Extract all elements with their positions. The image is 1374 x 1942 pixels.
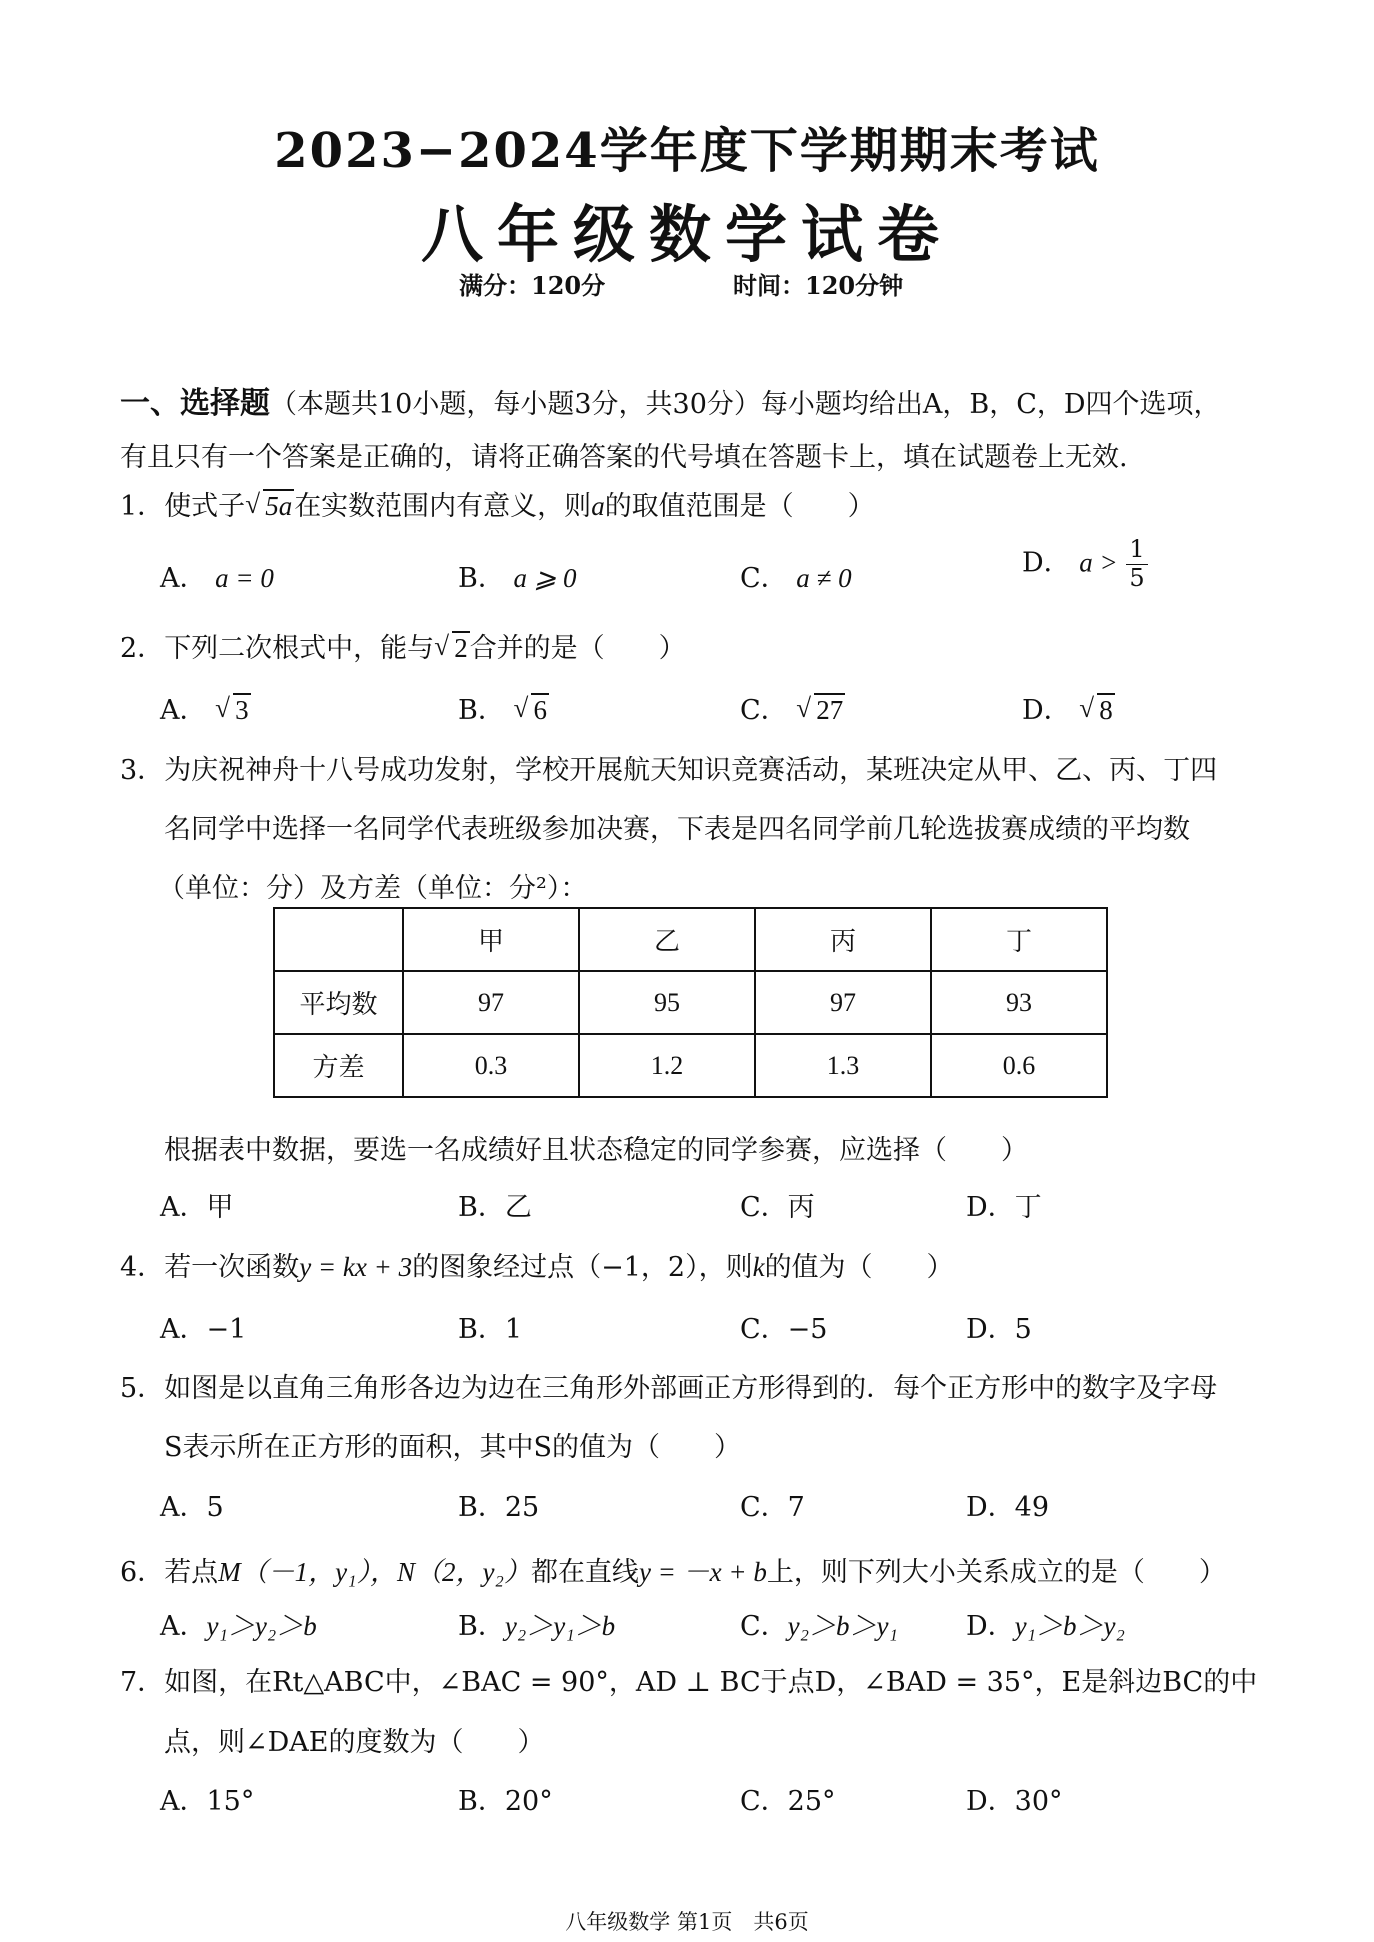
question-5 — [120, 1366, 1217, 1405]
q6-option-d — [966, 1604, 1125, 1643]
radical-2 — [434, 633, 470, 664]
option-text: y₂＞b＞y₁ — [787, 1611, 898, 1641]
q2-option-d — [1022, 688, 1115, 727]
option-label: B． — [458, 695, 505, 726]
q1-var: a — [591, 491, 605, 521]
question-1 — [120, 484, 875, 523]
fraction-one-fifth — [1126, 536, 1147, 592]
radical — [1079, 695, 1115, 726]
table-cell: 1.3 — [755, 1034, 931, 1097]
q5-option-b: B．25 — [458, 1492, 540, 1523]
section-title: 一、选择题 — [120, 386, 270, 421]
option-text: a > — [1079, 547, 1118, 578]
option-text: a = 0 — [215, 563, 274, 593]
row-label: 平均数 — [274, 971, 403, 1034]
q6-text-pre: 若点 — [164, 1557, 219, 1588]
option-text: y₂＞y₁＞b — [504, 1611, 616, 1641]
q5-line1: 如图是以直角三角形各边为边在三角形外部画正方形得到的．每个正方形中的数字及字母 — [164, 1373, 1218, 1404]
q1-text-post: 在实数范围内有意义，则 — [294, 491, 592, 522]
exam-title-line2: 八年级数学试卷 — [420, 198, 953, 271]
q4-text-mid: 的图象经过点（−1，2），则 — [412, 1252, 753, 1283]
q5-option-d: D．49 — [966, 1492, 1050, 1523]
question-6 — [120, 1550, 1226, 1589]
option-text: a ≠ 0 — [796, 563, 852, 593]
option-label: D． — [1022, 695, 1071, 726]
option-label: D． — [966, 1611, 1015, 1642]
q4-option-d: D．5 — [966, 1314, 1032, 1345]
radicand: 27 — [816, 695, 844, 725]
q7-option-d: D．30° — [966, 1786, 1063, 1817]
q6-option-c — [740, 1604, 898, 1643]
radicand: 8 — [1099, 695, 1113, 725]
radical — [215, 695, 251, 726]
q6-text-mid: 都在直线 — [530, 1557, 639, 1588]
question-number: 5． — [120, 1373, 165, 1404]
question-7 — [120, 1660, 1257, 1699]
q1-option-d — [1022, 536, 1148, 592]
q4-text-pre: 若一次函数 — [164, 1252, 300, 1283]
q7-option-b: B．20° — [458, 1786, 553, 1817]
question-number: 2． — [120, 633, 165, 664]
q1-text-pre: 使式子 — [164, 491, 246, 522]
question-4 — [120, 1245, 954, 1284]
q2-option-a — [160, 688, 251, 727]
q6-option-a — [160, 1604, 317, 1643]
option-text: y₁＞y₂＞b — [206, 1611, 317, 1641]
q1-option-b — [458, 556, 577, 595]
q5-option-c: C．7 — [740, 1492, 805, 1523]
question-number: 1． — [120, 491, 165, 522]
q6-option-b — [458, 1604, 615, 1643]
q1-option-a — [160, 556, 274, 595]
radicand: 5a — [265, 491, 293, 521]
q7-option-c: C．25° — [740, 1786, 836, 1817]
q3-line3: （单位：分）及方差（单位：分²）： — [158, 873, 588, 904]
q6-text-post: 上，则下列大小关系成立的是（ ） — [766, 1557, 1226, 1588]
q3-option-a: A．甲 — [160, 1192, 234, 1223]
question-number: 7． — [120, 1667, 165, 1698]
q2-option-c — [740, 688, 845, 727]
option-label: A． — [160, 695, 207, 726]
option-label: C． — [740, 563, 788, 594]
q2-option-b — [458, 688, 549, 727]
q4-text-post: 的值为（ ） — [764, 1252, 954, 1283]
table-header-row — [274, 908, 1107, 971]
fraction-denominator: 5 — [1129, 563, 1145, 592]
table-cell — [274, 908, 403, 971]
question-number: 6． — [120, 1557, 165, 1588]
option-text: y₁＞b＞y₂ — [1014, 1611, 1125, 1641]
q4-equation: y = kx + 3 — [299, 1252, 413, 1282]
q3-line2: 名同学中选择一名同学代表班级参加决赛，下表是四名同学前几轮选拔赛成绩的平均数 — [164, 814, 1190, 845]
q1-option-c — [740, 556, 852, 595]
q6-equation: y = －x + b — [638, 1557, 767, 1587]
q4-option-b: B．1 — [458, 1314, 523, 1345]
q6-points: M（－1，y₁），N（2，y₂） — [218, 1557, 531, 1587]
q4-var: k — [752, 1252, 765, 1282]
option-label: C． — [740, 1611, 788, 1642]
option-label: B． — [458, 563, 505, 594]
option-label: B． — [458, 1611, 505, 1642]
question-number: 4． — [120, 1252, 165, 1283]
q2-text-pre: 下列二次根式中，能与 — [164, 633, 435, 664]
exam-time: 时间：120分钟 — [733, 271, 904, 300]
exam-title-line1: 2023−2024学年度下学期期末考试 — [274, 123, 1100, 179]
option-label: A． — [160, 563, 207, 594]
section-note-line2: 有且只有一个答案是正确的，请将正确答案的代号填在答题卡上，填在试题卷上无效. — [120, 442, 1128, 473]
fraction-numerator: 1 — [1126, 536, 1147, 565]
table-header-cell: 乙 — [579, 908, 755, 971]
table-header-cell: 丙 — [755, 908, 931, 971]
question-3 — [120, 748, 1217, 787]
q3-option-d: D．丁 — [966, 1192, 1042, 1223]
q3-option-c: C．丙 — [740, 1192, 815, 1223]
table-row — [274, 1034, 1107, 1097]
q1-text-end: 的取值范围是（ ） — [604, 491, 875, 522]
table-header-cell: 丁 — [931, 908, 1107, 971]
q3-line1: 为庆祝神舟十八号成功发射，学校开展航天知识竞赛活动，某班决定从甲、乙、丙、丁四 — [164, 755, 1218, 786]
score-table — [273, 907, 1108, 1098]
table-header-cell: 甲 — [403, 908, 579, 971]
q3-option-b: B．乙 — [458, 1192, 532, 1223]
table-cell: 0.3 — [403, 1034, 579, 1097]
option-text: a ⩾ 0 — [513, 563, 577, 593]
radical — [513, 695, 549, 726]
option-label: A． — [160, 1611, 207, 1642]
q7-line2: 点，则∠DAE的度数为（ ） — [164, 1727, 545, 1758]
q5-line2: S表示所在正方形的面积，其中S的值为（ ） — [164, 1432, 741, 1463]
option-label: C． — [740, 695, 788, 726]
table-row — [274, 971, 1107, 1034]
full-score: 满分：120分 — [459, 271, 606, 300]
q4-option-a: A．−1 — [160, 1314, 247, 1345]
row-label: 方差 — [274, 1034, 403, 1097]
question-2 — [120, 626, 686, 665]
page-footer: 八年级数学 第1页 共6页 — [565, 1910, 809, 1934]
q7-option-a: A．15° — [160, 1786, 255, 1817]
q2-text-post: 合并的是（ ） — [469, 633, 686, 664]
q3-question: 根据表中数据，要选一名成绩好且状态稳定的同学参赛，应选择（ ） — [164, 1135, 1028, 1166]
radicand: 2 — [454, 633, 468, 663]
q4-option-c: C．−5 — [740, 1314, 828, 1345]
table-cell: 95 — [579, 971, 755, 1034]
section-heading — [120, 378, 1221, 422]
q7-line1: 如图，在Rt△ABC中，∠BAC = 90°，AD ⊥ BC于点D，∠BAD = 35°，E是斜边BC的中 — [164, 1667, 1258, 1698]
table-cell: 97 — [755, 971, 931, 1034]
radicand: 6 — [533, 695, 547, 725]
radical-5a — [245, 491, 294, 522]
table-cell: 1.2 — [579, 1034, 755, 1097]
question-number: 3． — [120, 755, 165, 786]
table-cell: 0.6 — [931, 1034, 1107, 1097]
q5-option-a: A．5 — [160, 1492, 224, 1523]
table-cell: 97 — [403, 971, 579, 1034]
option-label: D． — [1022, 547, 1071, 579]
table-cell: 93 — [931, 971, 1107, 1034]
radicand: 3 — [235, 695, 249, 725]
section-note: （本题共10小题，每小题3分，共30分）每小题均给出A，B，C，D四个选项， — [270, 389, 1221, 420]
radical — [796, 695, 845, 726]
